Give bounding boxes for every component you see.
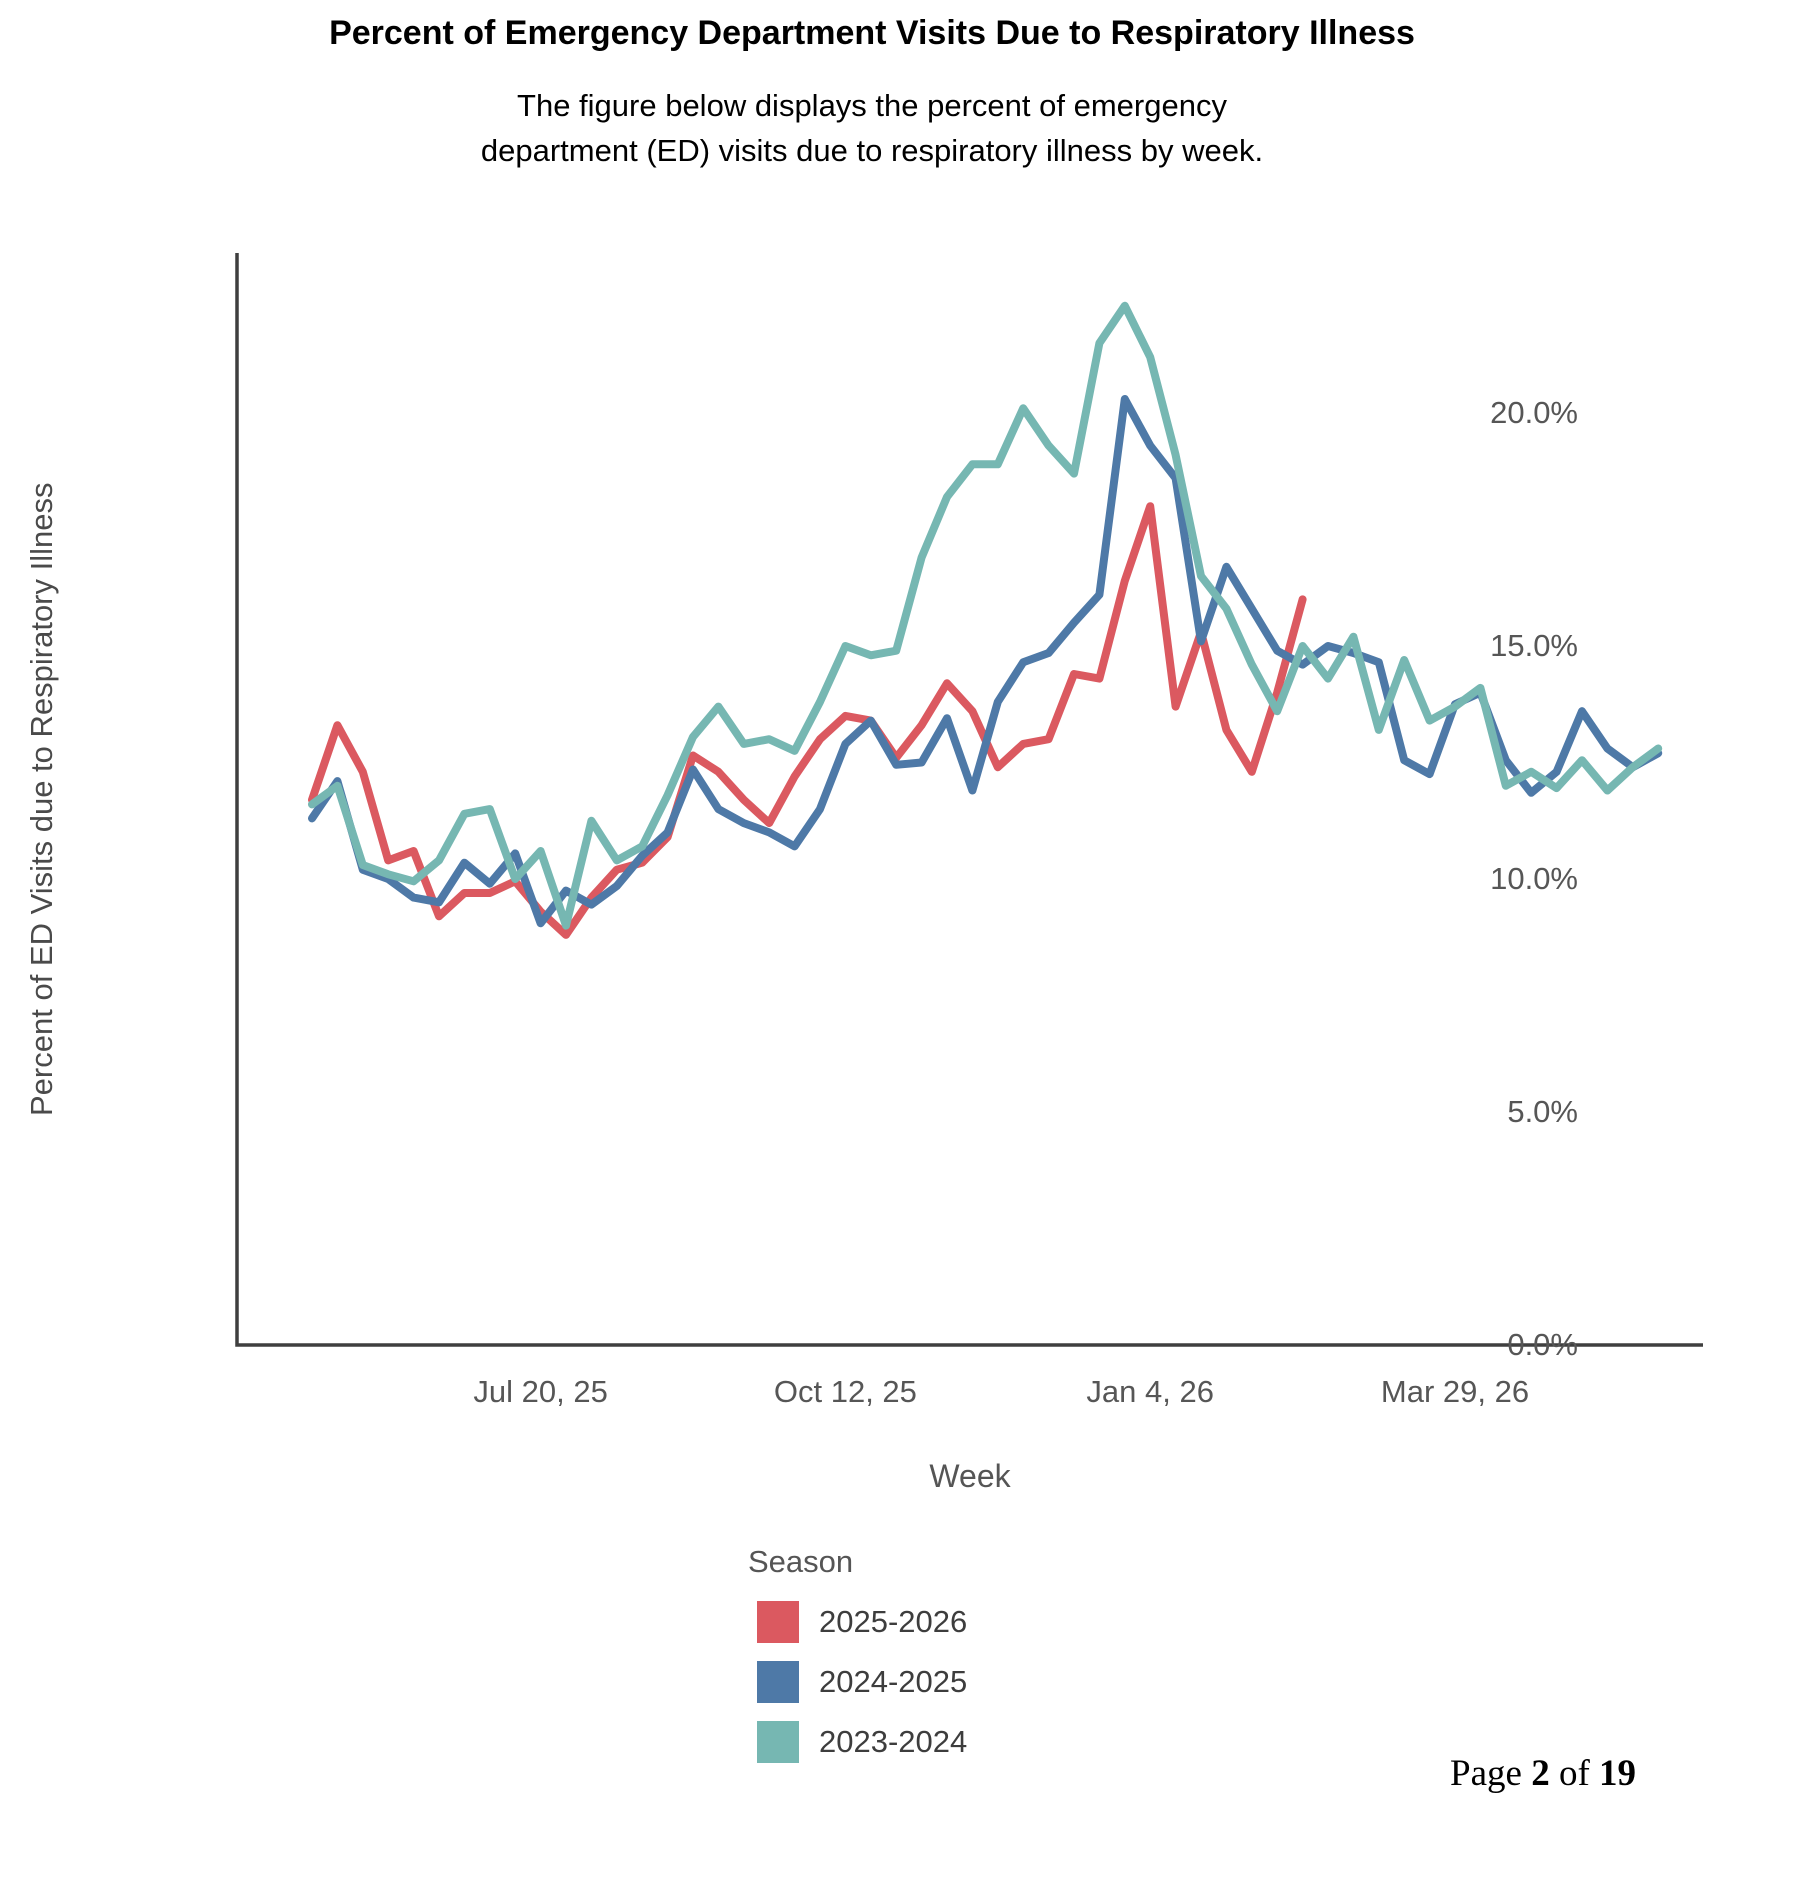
legend-label: 2025-2026: [819, 1604, 968, 1639]
legend-swatch-2023-2024: [757, 1721, 799, 1763]
legend-label: 2024-2025: [819, 1664, 968, 1699]
x-tick-label: Jan 4, 26: [1086, 1374, 1214, 1409]
y-tick-label: 20.0%: [1490, 395, 1578, 430]
y-axis-title: Percent of ED Visits due to Respiratory Illness: [24, 482, 59, 1116]
x-tick-label: Mar 29, 26: [1380, 1374, 1530, 1409]
x-axis-title: Week: [929, 1458, 1011, 1494]
y-tick-label: 5.0%: [1507, 1094, 1578, 1129]
x-tick-label: Jul 20, 25: [473, 1374, 608, 1409]
y-tick-label: 0.0%: [1507, 1327, 1578, 1362]
footer-word-page: Page: [1450, 1753, 1532, 1794]
chart-subtitle-line2: department (ED) visits due to respiratory illness by week.: [480, 133, 1264, 168]
page-number-footer: [1450, 1752, 1636, 1795]
legend-swatch-2025-2026: [757, 1601, 799, 1643]
legend-item: [757, 1600, 967, 1644]
footer-word-of: of: [1549, 1753, 1600, 1794]
footer-total-pages: 19: [1599, 1753, 1637, 1794]
y-tick-label: 15.0%: [1490, 628, 1578, 663]
legend-title: Season: [748, 1544, 854, 1579]
y-tick-label: 10.0%: [1490, 861, 1578, 896]
page-title: Percent of Emergency Department Visits Due to Respiratory Illness: [329, 14, 1415, 52]
x-tick-label: Oct 12, 25: [773, 1374, 917, 1409]
footer-page-number: 2: [1531, 1753, 1550, 1794]
legend-item: [757, 1660, 967, 1704]
legend-item: [757, 1720, 967, 1764]
legend-swatch-2024-2025: [757, 1661, 799, 1703]
chart-subtitle-line1: The figure below displays the percent of emergency: [517, 88, 1227, 123]
legend-label: 2023-2024: [819, 1724, 968, 1759]
